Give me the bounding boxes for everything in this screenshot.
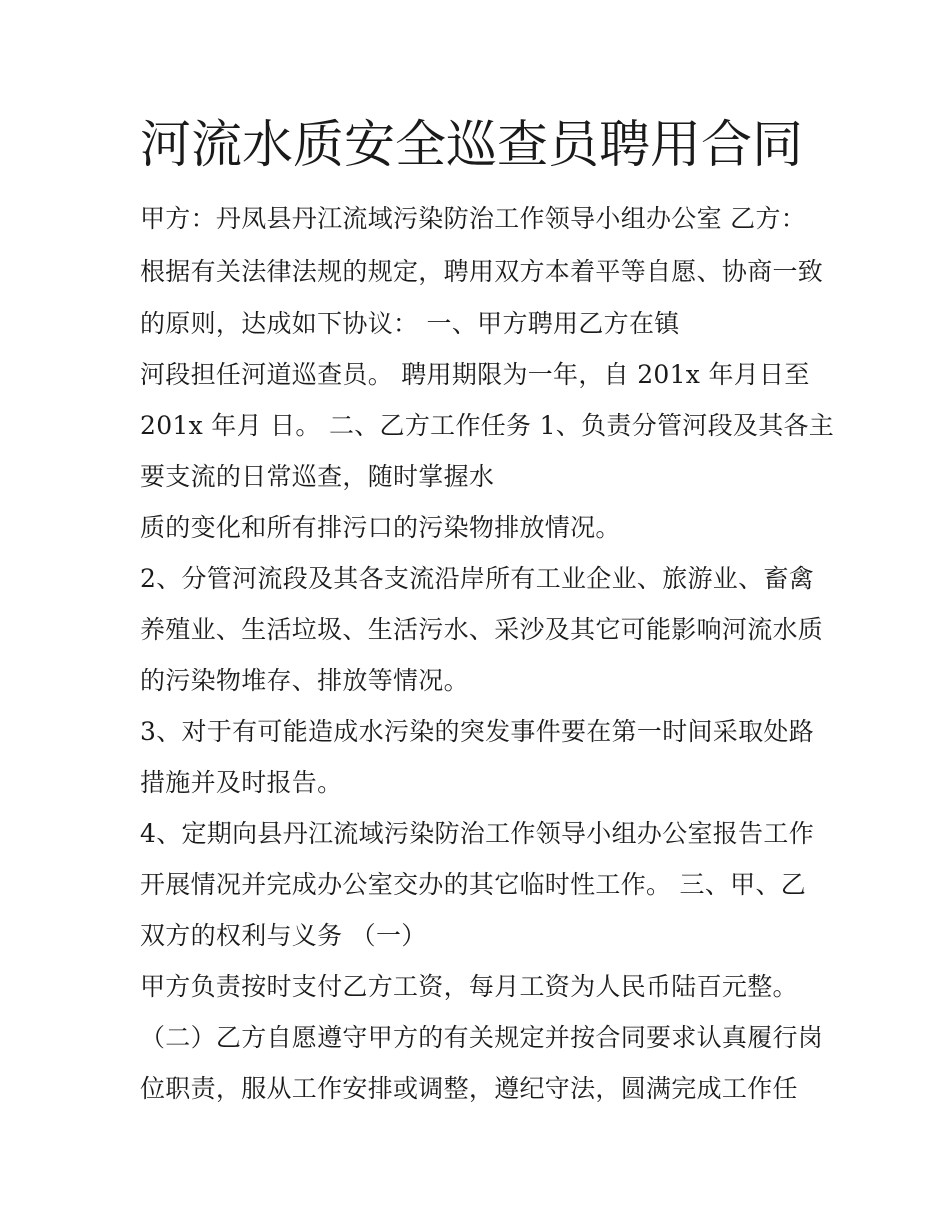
body-line: 措施并及时报告。 (140, 768, 343, 797)
body-line: 甲方：丹凤县丹江流域污染防治工作领导小组办公室 乙方： (140, 204, 807, 233)
body-line: 根据有关法律法规的规定，聘用双方本着平等自愿、协商一致 (140, 257, 824, 286)
body-line: 3、对于有可能造成水污染的突发事件要在第一时间采取处路 (140, 717, 815, 746)
body-line: 2、分管河流段及其各支流沿岸所有工业企业、旅游业、畜禽 (140, 564, 815, 593)
body-line: 201x 年月 日。 二、乙方工作任务 1、负责分管河段及其各主 (140, 411, 835, 440)
body-line: 4、定期向县丹江流域污染防治工作领导小组办公室报告工作 (140, 819, 815, 848)
body-line: 位职责，服从工作安排或调整，遵纪守法，圆满完成工作任 (140, 1074, 798, 1103)
body-line: 养殖业、生活垃圾、生活污水、采沙及其它可能影响河流水质 (140, 615, 824, 644)
body-line: 要支流的日常巡查，随时掌握水 (140, 462, 495, 491)
body-line: 的原则，达成如下协议： 一、甲方聘用乙方在镇 (140, 309, 680, 338)
body-line: 开展情况并完成办公室交办的其它临时性工作。 三、甲、乙 (140, 870, 807, 899)
body-line: 甲方负责按时支付乙方工资，每月工资为人民币陆百元整。 (140, 972, 798, 1001)
body-line: 的污染物堆存、排放等情况。 (140, 666, 469, 695)
body-line: 河段担任河道巡查员。 聘用期限为一年，自 201x 年月日至 (140, 360, 810, 389)
body-line: 双方的权利与义务 （一） (140, 921, 427, 950)
body-line: （二）乙方自愿遵守甲方的有关规定并按合同要求认真履行岗 (140, 1023, 824, 1052)
document-title: 河流水质安全巡查员聘用合同 (140, 116, 804, 175)
body-line: 质的变化和所有排污口的污染物排放情况。 (140, 513, 621, 542)
